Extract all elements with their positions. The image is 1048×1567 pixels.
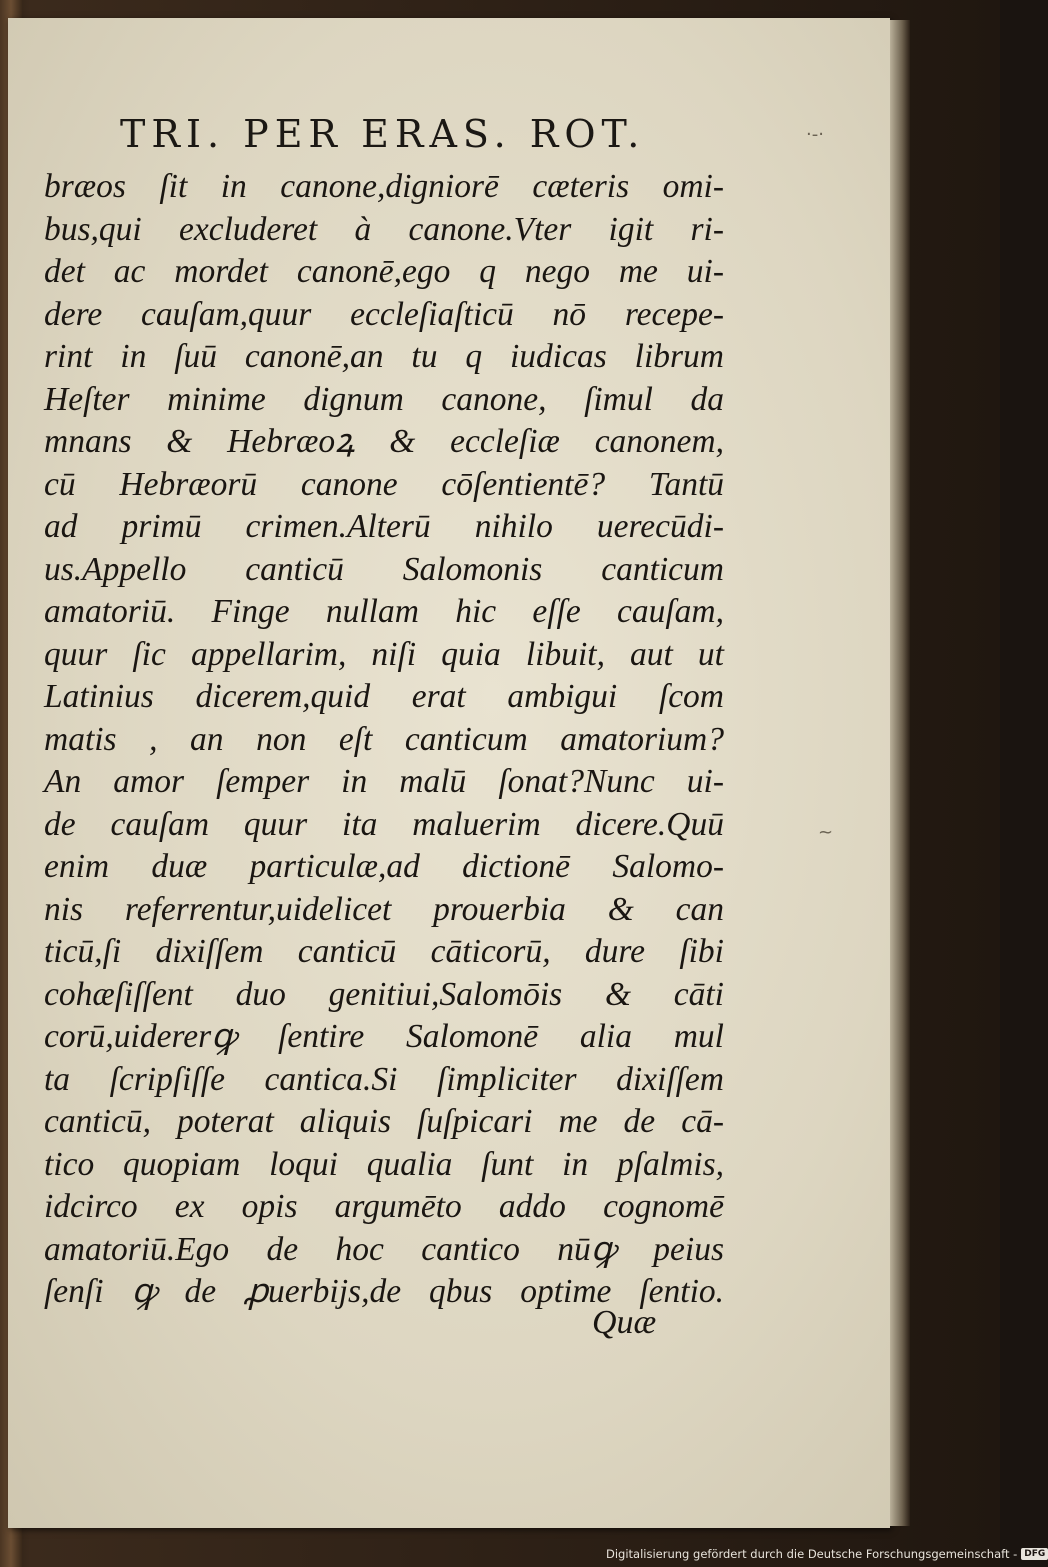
text-line: amatoriū.Ego de hoc cantico nūꝙ peius (44, 1230, 724, 1268)
dfg-logo: DFG (1021, 1548, 1048, 1560)
text-line: bræos ſit in canone,digniorē cæteris omi- (44, 168, 724, 205)
margin-mark: ~ (818, 822, 834, 843)
body-text (44, 166, 724, 1314)
text-line: us.Appello canticū Salomonis canticum (44, 550, 724, 588)
text-line: ſenſi ꝙ de ꝓuerbijs,de qbus optime ſentio. (44, 1273, 724, 1310)
text-line: ad primū crimen.Alterū nihilo uerecūdi- (44, 508, 724, 545)
text-line: ticū,ſi dixiſſem canticū cāticorū, dure ſibi (44, 933, 724, 970)
margin-mark: ·-· (806, 124, 824, 145)
catchword: Quæ (592, 1304, 657, 1341)
footer-credit-text: Digitalisierung gefördert durch die Deutsche Forschungsgemeinschaft - (606, 1547, 1018, 1561)
text-line: corū,uidererꝙ ſentire Salomonē alia mul (44, 1018, 724, 1055)
text-line: quur ſic appellarim, niſi quia libuit, aut ut (44, 635, 724, 673)
text-line: An amor ſemper in malū ſonat?Nunc ui- (44, 763, 724, 800)
page-edge (890, 20, 910, 1526)
text-line: cohæſiſſent duo genitiui,Salomōis & cāti (44, 975, 724, 1013)
text-line: de cauſam quur ita maluerim dicere.Quū (44, 805, 724, 843)
text-line: amatoriū. Finge nullam hic eſſe cauſam, (44, 593, 724, 630)
text-line: canticū, poterat aliquis ſuſpicari me de cā- (44, 1103, 724, 1140)
text-line: cū Hebræorū canone cōſentientē? Tantū (44, 465, 724, 503)
text-line: Heſter minime dignum canone, ſimul da (44, 380, 724, 418)
footer-credit (606, 1544, 1046, 1564)
text-line: mnans & Hebræoꝝ & eccleſiæ canonem, (44, 423, 724, 460)
running-head: TRI. PER ERAS. ROT. (120, 112, 646, 156)
text-line: matis , an non eſt canticum amatorium? (44, 720, 724, 758)
text-line: ta ſcripſiſſe cantica.Si ſimpliciter dixiſſem (44, 1060, 724, 1098)
text-line: enim duæ particulæ,ad dictionē Salomo- (44, 848, 724, 885)
text-line: idcirco ex opis argumēto addo cognomē (44, 1188, 724, 1225)
text-line: det ac mordet canonē,ego q nego me ui- (44, 253, 724, 290)
text-line: Latinius dicerem,quid erat ambigui ſcom (44, 678, 724, 715)
text-line: rint in ſuū canonē,an tu q iudicas librum (44, 338, 724, 375)
text-line: dere cauſam,quur eccleſiaſticū nō recepe- (44, 295, 724, 333)
text-line: tico quopiam loqui qualia ſunt in pſalmis, (44, 1145, 724, 1183)
text-line: nis referrentur,uidelicet prouerbia & can (44, 890, 724, 928)
text-line: bus,qui excluderet à canone.Vter igit ri- (44, 210, 724, 248)
